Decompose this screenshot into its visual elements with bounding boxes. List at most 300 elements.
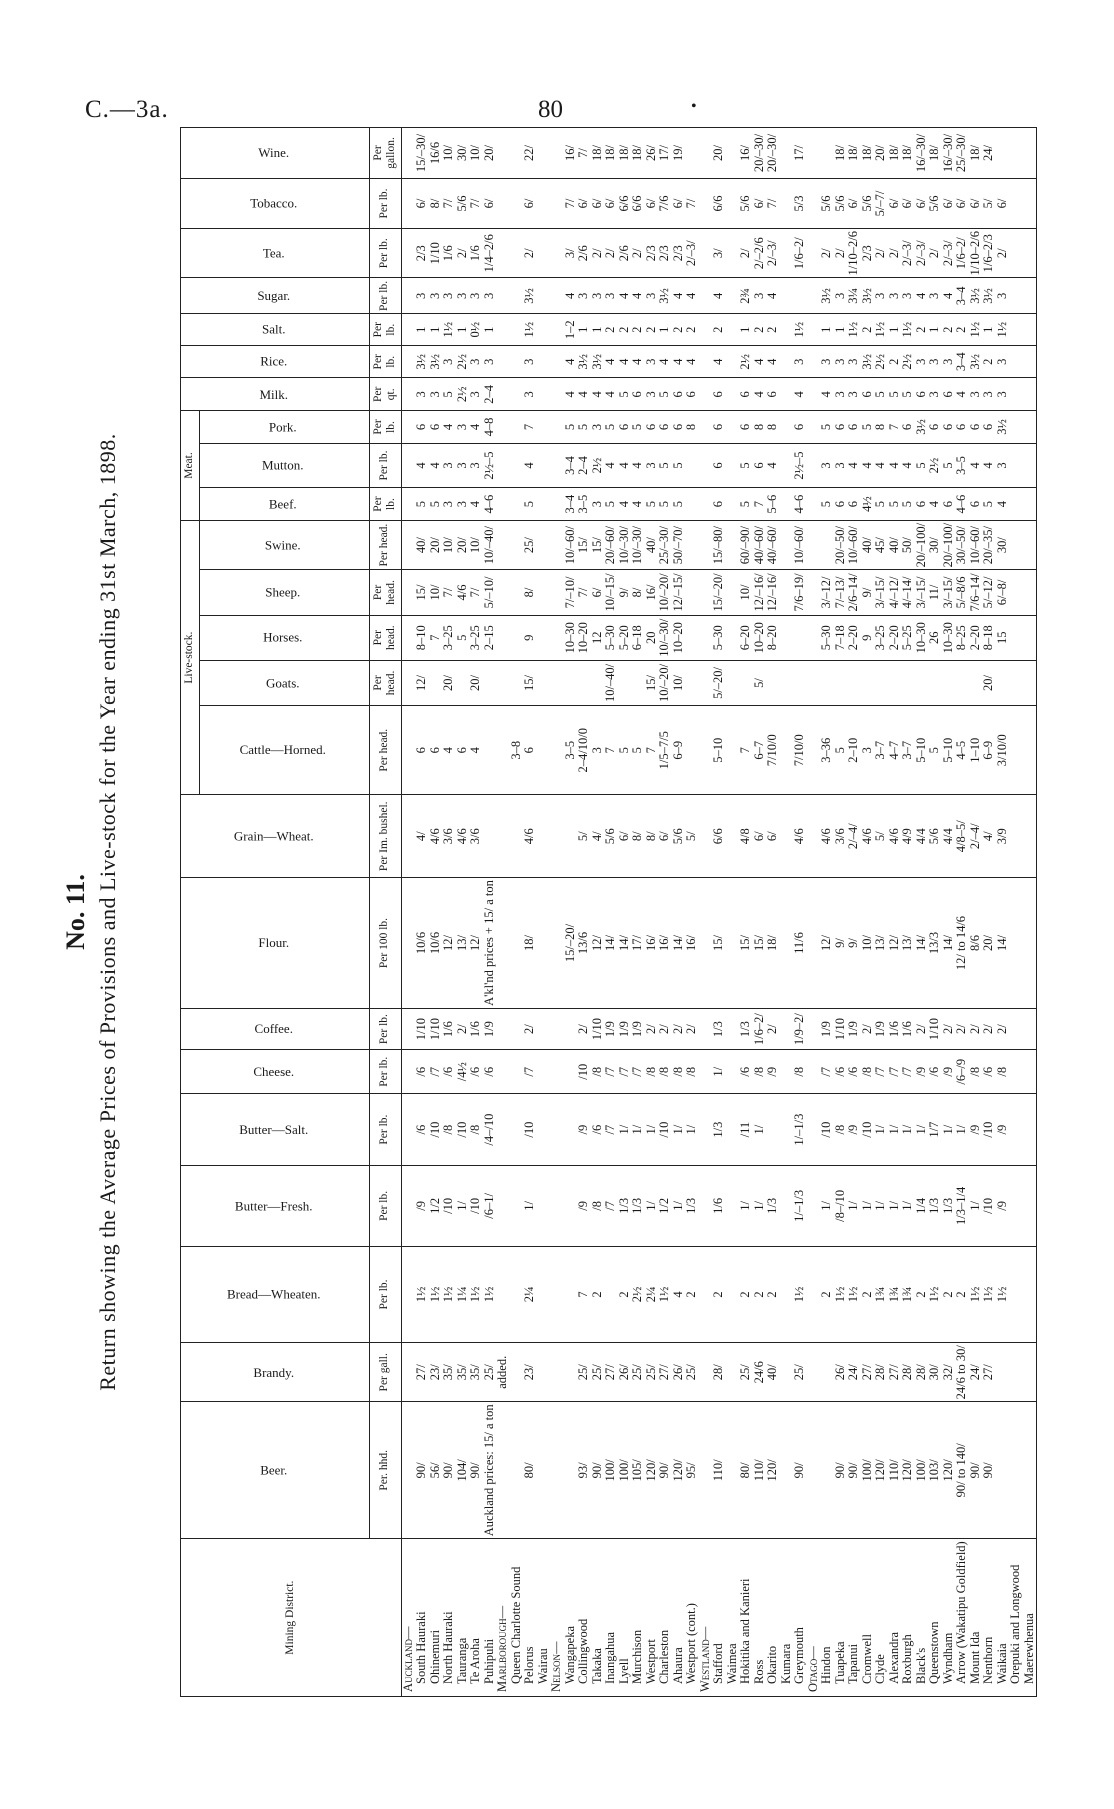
- price-cell: 3¼: [847, 278, 861, 314]
- price-cell: [874, 660, 888, 705]
- price-cell: 1/10: [415, 1008, 429, 1049]
- price-cell: 3: [820, 443, 834, 488]
- price-cell: 1/: [942, 1094, 956, 1166]
- price-cell: 3½: [523, 278, 537, 314]
- price-cell: [496, 278, 510, 314]
- price-cell: 30/: [928, 1343, 942, 1402]
- table-row: [604, 128, 618, 1697]
- price-cell: 4: [766, 346, 780, 378]
- price-cell: 2½: [456, 346, 470, 378]
- price-cell: 2/: [915, 1008, 929, 1049]
- price-cell: 5–20: [618, 615, 632, 660]
- price-cell: [699, 520, 713, 569]
- price-cell: 3: [888, 278, 902, 314]
- price-cell: 2–4: [483, 378, 497, 411]
- price-cell: 7/: [469, 178, 483, 228]
- price-cell: 16/: [685, 878, 699, 1009]
- price-cell: 2/: [820, 229, 834, 278]
- price-cell: [726, 570, 740, 615]
- unit-cell: Per lb.: [369, 229, 401, 278]
- price-cell: 1/: [861, 1166, 875, 1247]
- unit-cell: Per head.: [369, 520, 401, 569]
- region-row: [496, 128, 510, 1697]
- price-cell: 7/10/0: [793, 706, 807, 795]
- price-cell: 2–15: [483, 615, 497, 660]
- price-cell: 1/: [739, 1166, 753, 1247]
- price-cell: 15/: [415, 570, 429, 615]
- price-cell: [550, 278, 564, 314]
- price-cell: 2/: [523, 229, 537, 278]
- price-cell: [496, 795, 510, 878]
- price-cell: 10/–40/: [604, 660, 618, 705]
- price-cell: /9: [915, 1050, 929, 1094]
- price-cell: 2½: [901, 346, 915, 378]
- price-cell: 4: [766, 278, 780, 314]
- price-cell: [401, 488, 415, 521]
- price-cell: 56/: [429, 1402, 443, 1539]
- price-cell: [401, 443, 415, 488]
- price-cell: [1009, 314, 1023, 346]
- price-cell: 4–8: [483, 411, 497, 444]
- price-cell: [1009, 1343, 1023, 1402]
- price-cell: 3: [442, 488, 456, 521]
- price-cell: 1/10–2/6: [847, 229, 861, 278]
- price-cell: 3: [483, 346, 497, 378]
- price-cell: [780, 278, 794, 314]
- price-cell: [401, 706, 415, 795]
- district-name: Queenstown: [928, 1539, 942, 1697]
- price-cell: 4/6: [861, 795, 875, 878]
- price-cell: 40/–60/: [753, 520, 767, 569]
- district-name: Collingwood: [577, 1539, 591, 1697]
- price-cell: 6: [523, 706, 537, 795]
- price-cell: [685, 488, 699, 521]
- price-cell: [510, 795, 524, 878]
- price-cell: [496, 411, 510, 444]
- price-cell: /6–1/: [483, 1166, 497, 1247]
- price-cell: [510, 520, 524, 569]
- price-cell: [726, 1008, 740, 1049]
- price-cell: [550, 229, 564, 278]
- price-cell: 3: [415, 378, 429, 411]
- price-cell: 5: [604, 411, 618, 444]
- table-row: [415, 128, 429, 1697]
- header-rice: Rice.: [181, 346, 370, 378]
- price-cell: 4: [793, 378, 807, 411]
- price-cell: 2: [766, 314, 780, 346]
- price-cell: 18/: [928, 128, 942, 179]
- price-cell: [1023, 520, 1037, 569]
- table-row: [834, 128, 848, 1697]
- price-cell: [1009, 229, 1023, 278]
- price-cell: 6: [712, 488, 726, 521]
- price-cell: 12/: [591, 878, 605, 1009]
- price-cell: 40/: [645, 520, 659, 569]
- price-cell: 25/: [631, 1343, 645, 1402]
- price-cell: [510, 443, 524, 488]
- price-cell: [807, 1166, 821, 1247]
- price-cell: 1/5–7/5: [658, 706, 672, 795]
- price-cell: 20/–35/: [982, 520, 996, 569]
- price-cell: [766, 1094, 780, 1166]
- price-cell: 6–20: [739, 615, 753, 660]
- table-row: [793, 128, 807, 1697]
- price-cell: [780, 346, 794, 378]
- price-cell: 18/: [901, 128, 915, 179]
- price-cell: 1/: [888, 1166, 902, 1247]
- price-cell: [496, 1246, 510, 1342]
- price-cell: 2½: [874, 346, 888, 378]
- price-cell: [793, 615, 807, 660]
- price-cell: [699, 1050, 713, 1094]
- price-cell: 10/: [442, 520, 456, 569]
- price-cell: 1/4: [915, 1166, 929, 1247]
- price-cell: [699, 660, 713, 705]
- table-row: [618, 128, 632, 1697]
- price-cell: 4: [469, 411, 483, 444]
- price-cell: 4: [442, 411, 456, 444]
- price-cell: 1¼: [456, 1246, 470, 1342]
- price-cell: 7–18: [834, 615, 848, 660]
- price-cell: 3/6: [442, 795, 456, 878]
- region-row: [699, 128, 713, 1697]
- table-row: [1023, 128, 1037, 1697]
- price-cell: 10/: [739, 570, 753, 615]
- price-cell: 1/6: [901, 1008, 915, 1049]
- unit-cell: Per gallon.: [369, 128, 401, 179]
- price-cell: 14/: [672, 878, 686, 1009]
- price-cell: 7: [523, 411, 537, 444]
- price-cell: 1/10–2/6: [969, 229, 983, 278]
- price-cell: 1½: [793, 1246, 807, 1342]
- price-cell: 15/: [712, 878, 726, 1009]
- bullet-mark: •: [691, 98, 697, 115]
- price-cell: 32/: [942, 1343, 956, 1402]
- price-cell: 3: [793, 346, 807, 378]
- price-cell: 5: [658, 378, 672, 411]
- price-cell: 5: [618, 378, 632, 411]
- price-cell: [496, 570, 510, 615]
- price-cell: 4: [955, 378, 969, 411]
- price-cell: [550, 520, 564, 569]
- price-cell: [550, 128, 564, 179]
- price-cell: 1½: [834, 1246, 848, 1342]
- price-cell: [537, 706, 551, 795]
- price-cell: 8/6: [969, 878, 983, 1009]
- price-cell: /9: [415, 1166, 429, 1247]
- table-row: [942, 128, 956, 1697]
- price-cell: 1/: [672, 1094, 686, 1166]
- table-row: [780, 128, 794, 1697]
- price-cell: 3–7: [901, 706, 915, 795]
- price-cell: 1/: [820, 1166, 834, 1247]
- price-cell: 1½: [982, 1246, 996, 1342]
- price-cell: 6: [942, 488, 956, 521]
- price-cell: [955, 660, 969, 705]
- price-cell: 5–6: [766, 488, 780, 521]
- price-cell: 2: [672, 314, 686, 346]
- price-cell: /7: [618, 1050, 632, 1094]
- price-cell: [699, 314, 713, 346]
- price-cell: [401, 128, 415, 179]
- price-cell: [780, 1050, 794, 1094]
- price-cell: 20/: [874, 128, 888, 179]
- price-cell: 3–5: [564, 706, 578, 795]
- price-cell: 2/: [861, 1008, 875, 1049]
- price-cell: /8: [591, 1050, 605, 1094]
- price-cell: [780, 795, 794, 878]
- header-beef: Beef.: [199, 488, 369, 521]
- price-cell: 2/–3/: [685, 229, 699, 278]
- price-cell: 7/–10/: [564, 570, 578, 615]
- price-cell: 120/: [766, 1402, 780, 1539]
- price-cell: 0½: [469, 314, 483, 346]
- price-cell: 10–30: [942, 615, 956, 660]
- price-cell: 4: [564, 346, 578, 378]
- district-name: Puhipuhi: [483, 1539, 497, 1697]
- price-cell: 3½: [820, 278, 834, 314]
- price-cell: [510, 178, 524, 228]
- price-cell: 20/: [982, 878, 996, 1009]
- price-cell: 4: [901, 443, 915, 488]
- price-cell: [537, 411, 551, 444]
- price-cell: [429, 660, 443, 705]
- price-cell: /6–/9: [955, 1050, 969, 1094]
- price-cell: [699, 229, 713, 278]
- district-name: Tauranga: [456, 1539, 470, 1697]
- price-cell: [510, 1008, 524, 1049]
- price-cell: [537, 314, 551, 346]
- price-cell: 23/: [523, 1343, 537, 1402]
- price-cell: 6/: [591, 570, 605, 615]
- price-cell: 2/–3/: [915, 229, 929, 278]
- price-cell: 3: [915, 346, 929, 378]
- price-cell: 4: [442, 706, 456, 795]
- price-cell: 27/: [861, 1343, 875, 1402]
- price-cell: [780, 615, 794, 660]
- price-cell: [550, 1166, 564, 1247]
- price-cell: 1: [888, 314, 902, 346]
- price-cell: 1½: [996, 1246, 1010, 1342]
- price-cell: [726, 229, 740, 278]
- price-cell: 18/: [861, 128, 875, 179]
- price-cell: 4/9: [901, 795, 915, 878]
- price-cell: 2/–3/: [766, 229, 780, 278]
- price-cell: 2½–5: [793, 443, 807, 488]
- price-cell: 6/: [604, 178, 618, 228]
- price-cell: 5: [564, 411, 578, 444]
- price-cell: 6/: [523, 178, 537, 228]
- price-cell: 5–25: [901, 615, 915, 660]
- price-cell: [726, 878, 740, 1009]
- price-cell: 6: [955, 411, 969, 444]
- district-name: Inangahua: [604, 1539, 618, 1697]
- price-cell: [699, 443, 713, 488]
- price-cell: [699, 1008, 713, 1049]
- price-cell: [401, 615, 415, 660]
- unit-cell: Per. hhd.: [369, 1402, 401, 1539]
- price-cell: [726, 178, 740, 228]
- table-row: [996, 128, 1010, 1697]
- price-cell: 3: [753, 278, 767, 314]
- price-cell: [1009, 878, 1023, 1009]
- price-cell: [780, 314, 794, 346]
- price-cell: [496, 1166, 510, 1247]
- price-cell: [780, 1166, 794, 1247]
- price-cell: 2½: [739, 346, 753, 378]
- price-cell: 27/: [658, 1343, 672, 1402]
- price-cell: 5–10: [942, 706, 956, 795]
- price-cell: 7/: [564, 178, 578, 228]
- price-cell: 6/: [672, 178, 686, 228]
- price-cell: 6: [834, 488, 848, 521]
- price-cell: [726, 1050, 740, 1094]
- price-cell: 9: [523, 615, 537, 660]
- price-cell: 6/: [591, 178, 605, 228]
- price-cell: 6: [618, 411, 632, 444]
- price-cell: /7: [631, 1050, 645, 1094]
- price-cell: /9: [766, 1050, 780, 1094]
- price-cell: /6: [415, 1094, 429, 1166]
- price-cell: 5/–10/: [483, 570, 497, 615]
- table-row: [928, 128, 942, 1697]
- price-cell: 7/6–19/: [793, 570, 807, 615]
- price-cell: [726, 1166, 740, 1247]
- price-cell: 120/: [672, 1402, 686, 1539]
- table-row: [726, 128, 740, 1697]
- price-cell: 5/: [753, 660, 767, 705]
- price-cell: 104/: [456, 1402, 470, 1539]
- price-cell: 2: [861, 314, 875, 346]
- price-cell: 4: [969, 443, 983, 488]
- price-cell: 1/: [645, 1166, 659, 1247]
- price-cell: [780, 1343, 794, 1402]
- price-cell: 3–4: [564, 488, 578, 521]
- price-cell: 4: [604, 346, 618, 378]
- price-cell: [807, 660, 821, 705]
- price-cell: 3: [645, 378, 659, 411]
- price-cell: 3½: [915, 411, 929, 444]
- price-cell: 25/: [793, 1343, 807, 1402]
- price-cell: 5: [888, 488, 902, 521]
- price-cell: 6: [901, 411, 915, 444]
- price-cell: 18/: [847, 128, 861, 179]
- price-cell: 3–4: [955, 278, 969, 314]
- price-cell: 5–30: [604, 615, 618, 660]
- price-cell: 6/: [847, 178, 861, 228]
- unit-cell: Per lb.: [369, 443, 401, 488]
- price-cell: 1/: [523, 1166, 537, 1247]
- price-cell: [1009, 570, 1023, 615]
- price-cell: 2¾: [739, 278, 753, 314]
- price-cell: [401, 660, 415, 705]
- price-cell: [510, 615, 524, 660]
- price-cell: 16/: [739, 128, 753, 179]
- unit-cell: Per lb.: [369, 411, 401, 444]
- price-cell: /6: [834, 1050, 848, 1094]
- price-cell: [780, 570, 794, 615]
- price-cell: [685, 443, 699, 488]
- price-cell: 4: [564, 378, 578, 411]
- price-cell: 10/–40/: [483, 520, 497, 569]
- table-row: [712, 128, 726, 1697]
- price-cell: [564, 660, 578, 705]
- price-cell: [1009, 178, 1023, 228]
- price-cell: [537, 378, 551, 411]
- price-cell: [577, 660, 591, 705]
- price-cell: 4: [415, 443, 429, 488]
- price-cell: 1½: [928, 1246, 942, 1342]
- price-cell: /9: [577, 1166, 591, 1247]
- header-mutton: Mutton.: [199, 443, 369, 488]
- district-name: Te Aroha: [469, 1539, 483, 1697]
- price-cell: [1023, 1166, 1037, 1247]
- price-cell: [780, 128, 794, 179]
- price-cell: 3: [442, 443, 456, 488]
- price-cell: 18/: [523, 878, 537, 1009]
- price-cell: 35/: [456, 1343, 470, 1402]
- district-name: Roxburgh: [901, 1539, 915, 1697]
- table-row: [658, 128, 672, 1697]
- price-cell: [726, 128, 740, 179]
- district-name: Westport (cont.): [685, 1539, 699, 1697]
- price-cell: 4: [753, 346, 767, 378]
- price-cell: 1/2: [658, 1166, 672, 1247]
- price-cell: [685, 706, 699, 795]
- price-cell: 16/: [658, 878, 672, 1009]
- table-row: [982, 128, 996, 1697]
- price-cell: 13/: [456, 878, 470, 1009]
- price-cell: 2/3: [861, 229, 875, 278]
- price-cell: 6: [672, 378, 686, 411]
- price-cell: 4/–14/: [901, 570, 915, 615]
- price-cell: [807, 346, 821, 378]
- price-cell: 1/3: [928, 1166, 942, 1247]
- header-beer: Beer.: [181, 1402, 370, 1539]
- header-livestock-group: Live-stock.: [181, 520, 200, 795]
- price-cell: 2½: [928, 443, 942, 488]
- price-cell: [807, 1094, 821, 1166]
- price-cell: [699, 128, 713, 179]
- price-cell: [496, 1008, 510, 1049]
- price-cell: [510, 1402, 524, 1539]
- unit-cell: Per head.: [369, 706, 401, 795]
- unit-cell: Per lb.: [369, 314, 401, 346]
- price-cell: 3: [469, 443, 483, 488]
- price-cell: 8–20: [766, 615, 780, 660]
- price-cell: 2: [955, 314, 969, 346]
- price-cell: 4/4: [915, 795, 929, 878]
- price-cell: 4: [685, 278, 699, 314]
- price-cell: 5/6: [604, 795, 618, 878]
- price-cell: 1/9: [631, 1008, 645, 1049]
- price-cell: 3/–15/: [942, 570, 956, 615]
- price-cell: 28/: [712, 1343, 726, 1402]
- price-cell: /7: [874, 1050, 888, 1094]
- price-cell: 3: [577, 278, 591, 314]
- price-cell: 4/8: [739, 795, 753, 878]
- price-cell: /6: [982, 1050, 996, 1094]
- price-cell: [550, 795, 564, 878]
- price-cell: 8: [766, 411, 780, 444]
- price-cell: 3: [591, 411, 605, 444]
- header-meat-group: Meat.: [181, 411, 200, 521]
- price-cell: 3: [469, 378, 483, 411]
- price-cell: [550, 314, 564, 346]
- price-cell: [915, 660, 929, 705]
- price-cell: [807, 615, 821, 660]
- price-cell: 24/: [982, 128, 996, 179]
